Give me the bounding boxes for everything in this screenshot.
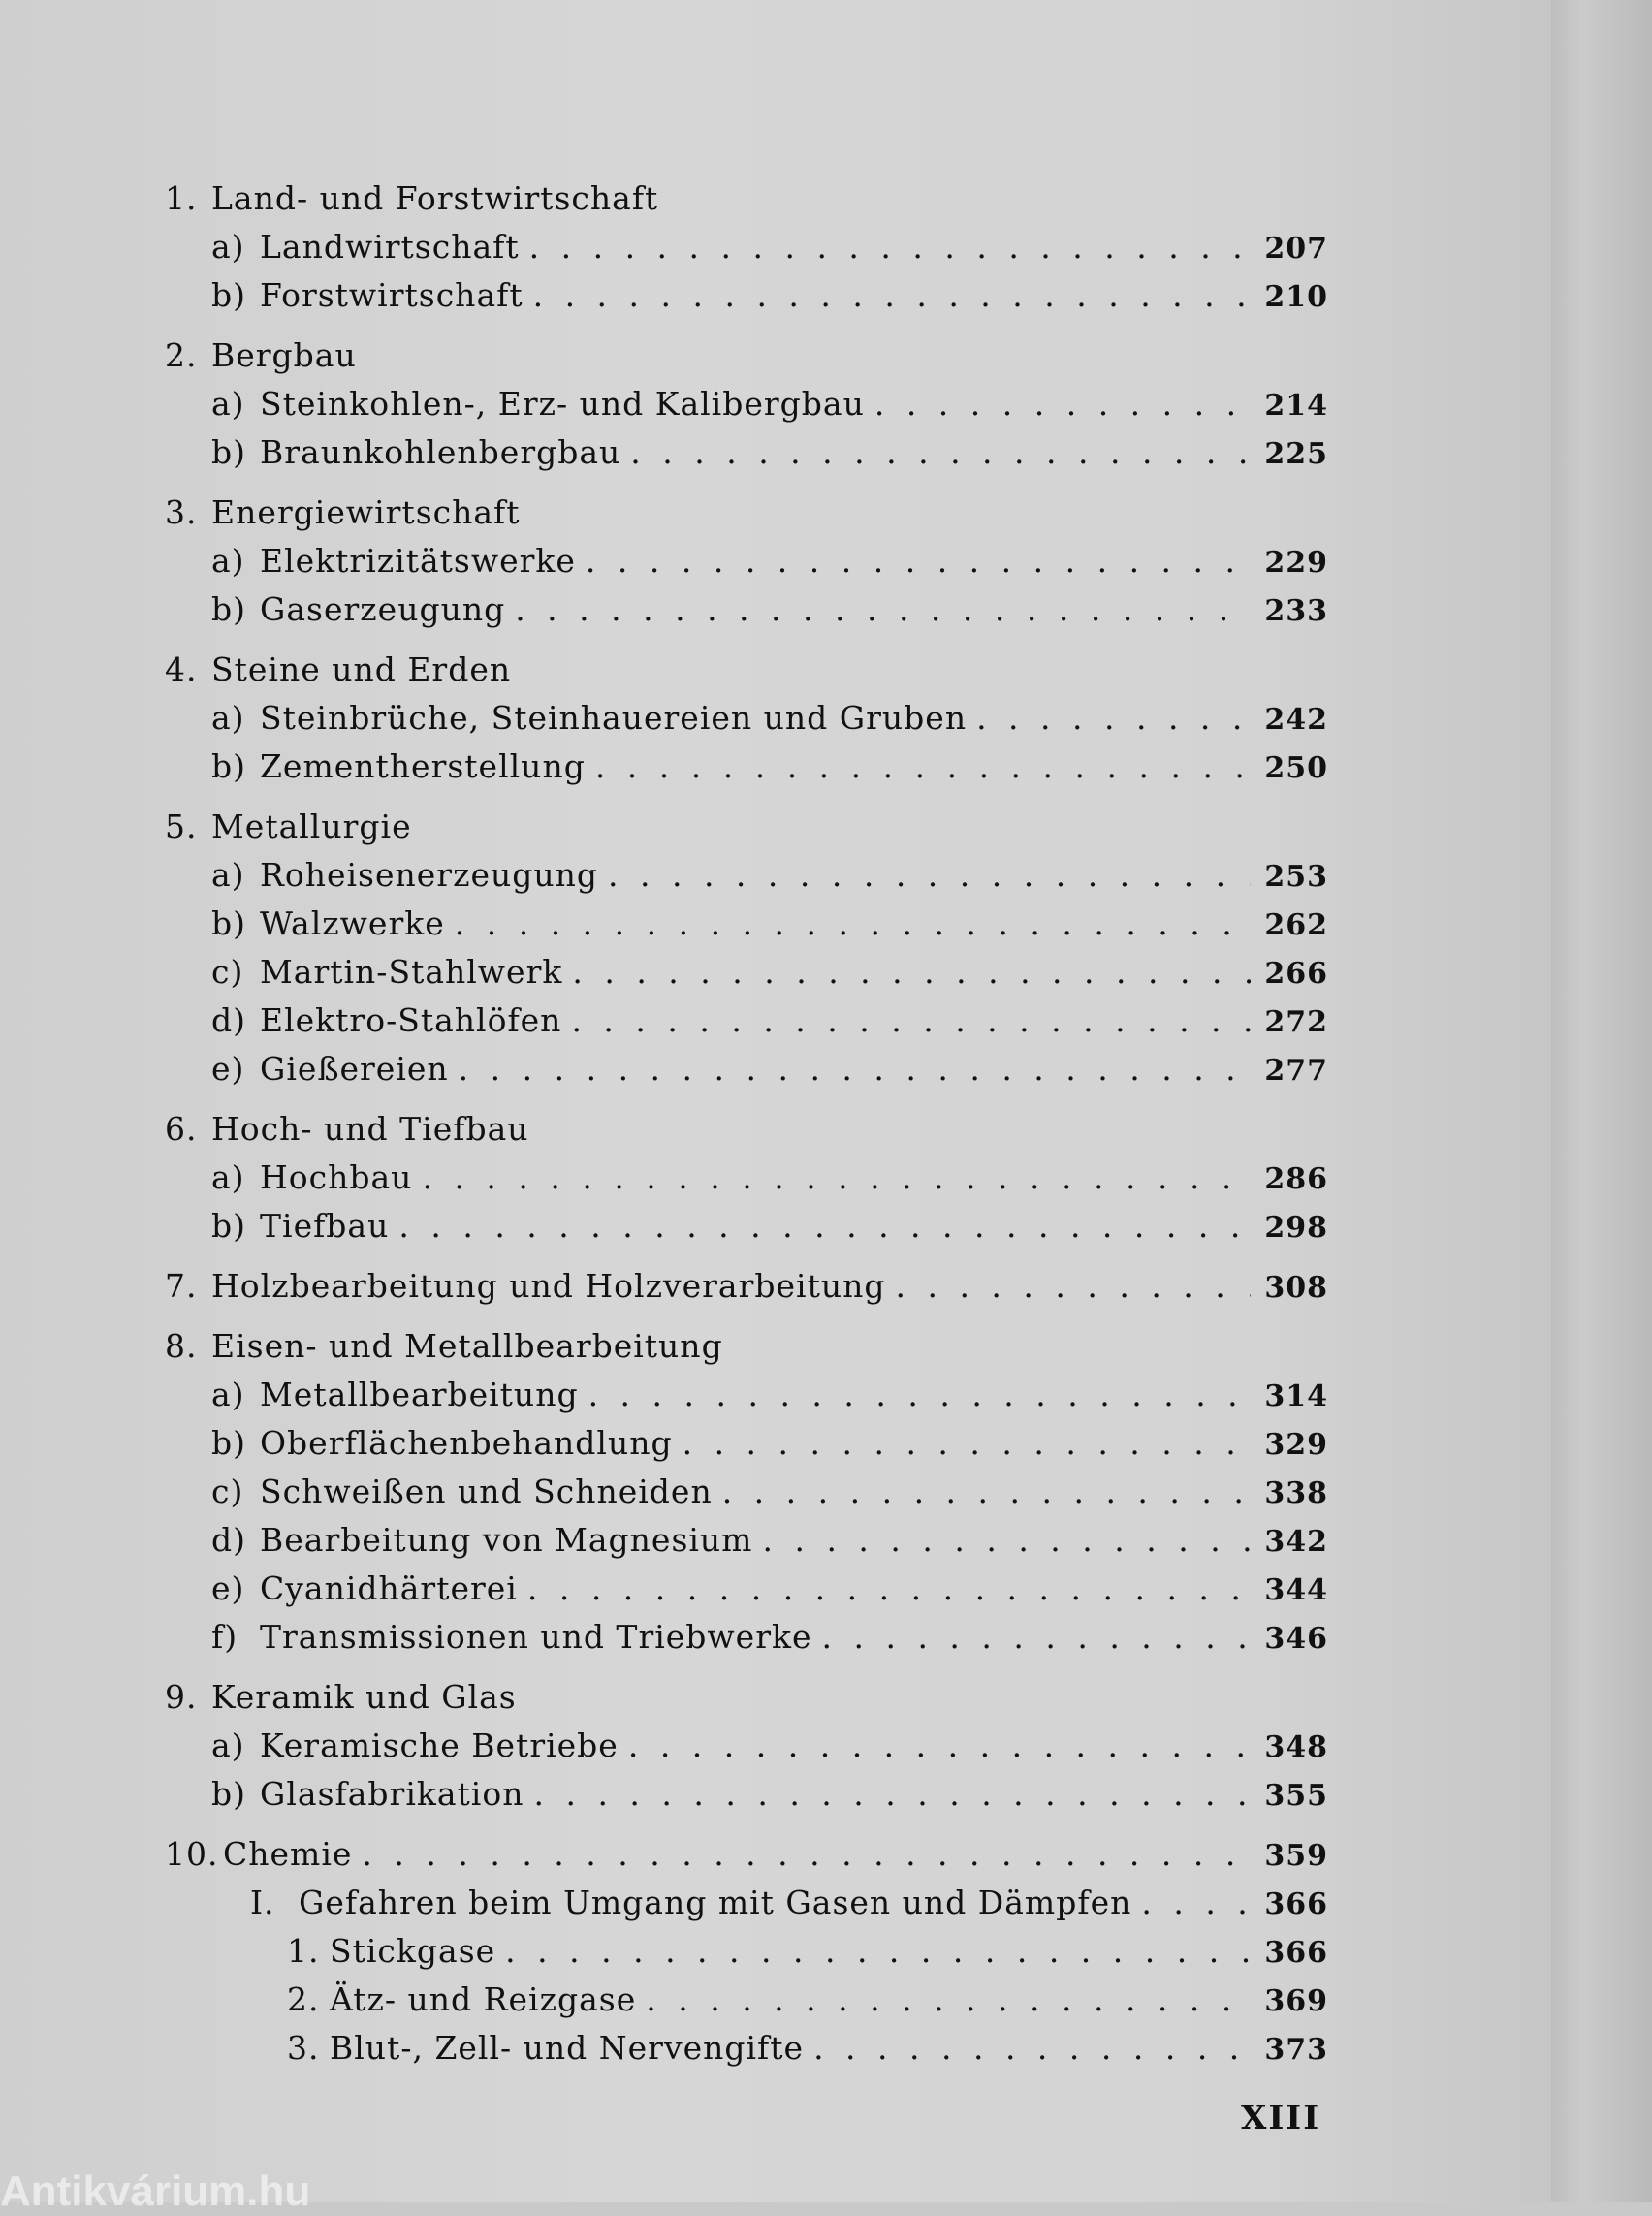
entry-marker: b) — [211, 590, 246, 628]
dot-leader — [646, 1976, 1251, 2024]
entry-title: Oberflächenbehandlung — [260, 1424, 673, 1462]
page-number: 348 — [1264, 1730, 1328, 1764]
dot-leader — [515, 586, 1251, 634]
dot-leader — [533, 1770, 1251, 1819]
dot-leader — [628, 1722, 1251, 1770]
entry-marker: a) — [211, 699, 245, 737]
toc-entry — [165, 428, 1328, 477]
entry-title: Zementherstellung — [260, 747, 586, 785]
toc-entry — [165, 1516, 1328, 1565]
page-number: 344 — [1264, 1573, 1328, 1607]
toc-entry — [165, 586, 1328, 634]
dot-leader — [895, 1262, 1251, 1311]
dot-leader — [822, 1613, 1251, 1662]
page-number: 286 — [1264, 1162, 1328, 1196]
toc-section-heading — [165, 1673, 1328, 1722]
entry-title: Gaserzeugung — [260, 590, 506, 628]
page-number: 214 — [1264, 389, 1328, 423]
page-number: 342 — [1264, 1525, 1328, 1559]
toc-section — [165, 174, 1328, 320]
dot-leader — [571, 997, 1251, 1045]
dot-leader — [874, 380, 1251, 428]
section-title: Metallurgie — [211, 807, 412, 845]
page-folio: XIII — [1241, 2099, 1321, 2137]
entry-marker: d) — [211, 1521, 246, 1559]
toc-entry — [165, 1419, 1328, 1468]
toc-entry — [165, 1371, 1328, 1419]
section-title: Bergbau — [211, 336, 357, 374]
entry-marker: b) — [211, 1775, 246, 1813]
toc-section-heading — [165, 1322, 1328, 1371]
toc-section-heading — [165, 174, 1328, 223]
entry-marker: c) — [211, 1472, 244, 1510]
entry-marker: b) — [211, 1424, 246, 1462]
section-number: 7. — [165, 1267, 198, 1305]
dot-leader — [362, 1830, 1251, 1879]
page-number: 210 — [1264, 280, 1328, 314]
entry-marker: a) — [211, 385, 245, 423]
entry-marker: b) — [211, 1207, 246, 1245]
toc-entry — [165, 948, 1328, 997]
entry-title: Bearbeitung von Magnesium — [260, 1521, 753, 1559]
toc-section — [165, 489, 1328, 634]
page-number: 207 — [1264, 232, 1328, 266]
page-number: 229 — [1264, 546, 1328, 580]
entry-title: Braunkohlenbergbau — [260, 433, 621, 471]
entry-title: Transmissionen und Triebwerke — [260, 1618, 812, 1656]
entry-marker: 2. — [287, 1980, 320, 2018]
toc-entry — [165, 997, 1328, 1045]
entry-marker: 3. — [287, 2029, 320, 2067]
dot-leader — [586, 537, 1251, 586]
toc-entry — [165, 2024, 1328, 2073]
entry-title: Glasfabrikation — [260, 1775, 524, 1813]
entry-title: Landwirtschaft — [260, 228, 520, 266]
section-title: Energiewirtschaft — [211, 493, 521, 531]
toc-entry — [165, 271, 1328, 320]
toc-section-heading — [165, 1105, 1328, 1154]
entry-marker: e) — [211, 1050, 245, 1088]
dot-leader — [630, 428, 1251, 477]
entry-title: Walzwerke — [260, 904, 445, 942]
toc-section-heading — [165, 803, 1328, 851]
toc-entry — [165, 1722, 1328, 1770]
entry-title: Steinbrüche, Steinhauereien und Gruben — [260, 699, 968, 737]
section-title: Keramik und Glas — [211, 1678, 517, 1716]
entry-title: Steinkohlen-, Erz- und Kalibergbau — [260, 385, 865, 423]
page-number: 298 — [1264, 1211, 1328, 1245]
toc-entry — [165, 380, 1328, 428]
toc-entry — [165, 1045, 1328, 1093]
toc-section — [165, 646, 1328, 791]
section-title: Eisen- und Metallbearbeitung — [211, 1327, 723, 1365]
entry-marker: a) — [211, 1158, 245, 1196]
dot-leader — [683, 1419, 1251, 1468]
page-number: 366 — [1264, 1887, 1328, 1921]
section-title: Hoch- und Tiefbau — [211, 1110, 529, 1148]
page-number: 266 — [1264, 957, 1328, 991]
section-number: 2. — [165, 336, 198, 374]
toc-section-heading — [165, 1262, 1328, 1311]
toc-section — [165, 1105, 1328, 1250]
page-number: 355 — [1264, 1779, 1328, 1813]
page-number: 366 — [1264, 1936, 1328, 1970]
dot-leader — [608, 851, 1251, 900]
section-title: Holzbearbeitung und Holzverarbeitung — [211, 1267, 886, 1305]
page-edge — [1551, 0, 1652, 2202]
section-number: 5. — [165, 807, 198, 845]
page-number: 277 — [1264, 1054, 1328, 1088]
toc-entry — [165, 851, 1328, 900]
section-title: Steine und Erden — [211, 650, 512, 688]
entry-marker: b) — [211, 433, 246, 471]
entry-marker: a) — [211, 542, 245, 580]
toc-section-heading — [165, 1830, 1328, 1879]
page-number: 346 — [1264, 1622, 1328, 1656]
entry-title: Cyanidhärterei — [260, 1569, 518, 1607]
entry-title: Schweißen und Schneiden — [260, 1472, 713, 1510]
toc-entry — [165, 537, 1328, 586]
toc-section — [165, 1830, 1328, 2073]
page-number: 308 — [1264, 1271, 1328, 1305]
entry-title: Stickgase — [330, 1932, 496, 1970]
entry-marker: a) — [211, 856, 245, 894]
toc-entry — [165, 1154, 1328, 1202]
section-title: Land- und Forstwirtschaft — [211, 179, 659, 217]
entry-marker: b) — [211, 276, 246, 314]
toc-entry — [165, 1565, 1328, 1613]
entry-marker: d) — [211, 1001, 246, 1039]
dot-leader — [722, 1468, 1251, 1516]
section-number: 10. — [165, 1835, 219, 1873]
section-number: 3. — [165, 493, 198, 531]
section-number: 4. — [165, 650, 198, 688]
toc-section — [165, 1262, 1328, 1311]
page-number: 272 — [1264, 1005, 1328, 1039]
toc-entry — [165, 900, 1328, 948]
dot-leader — [762, 1516, 1251, 1565]
section-title: Chemie — [223, 1835, 353, 1873]
section-number: 8. — [165, 1327, 198, 1365]
toc-section — [165, 803, 1328, 1093]
toc-entry — [165, 1927, 1328, 1976]
toc-entry — [165, 1879, 1328, 1927]
dot-leader — [527, 1565, 1251, 1613]
toc-entry — [165, 1468, 1328, 1516]
entry-title: Tiefbau — [260, 1207, 390, 1245]
toc-entry — [165, 223, 1328, 271]
page-number: 314 — [1264, 1379, 1328, 1413]
toc-section-heading — [165, 489, 1328, 537]
toc-section — [165, 1673, 1328, 1819]
toc-entry — [165, 1976, 1328, 2024]
dot-leader — [455, 900, 1251, 948]
page-number: 262 — [1264, 908, 1328, 942]
dot-leader — [1141, 1879, 1251, 1927]
toc-entry — [165, 1613, 1328, 1662]
page-number: 359 — [1264, 1839, 1328, 1873]
toc-section — [165, 1322, 1328, 1662]
dot-leader — [572, 948, 1251, 997]
page-number: 225 — [1264, 437, 1328, 471]
toc-entry — [165, 1770, 1328, 1819]
dot-leader — [813, 2024, 1251, 2073]
section-number: 9. — [165, 1678, 198, 1716]
entry-marker: I. — [250, 1884, 275, 1921]
entry-title: Forstwirtschaft — [260, 276, 524, 314]
entry-title: Gießereien — [260, 1050, 449, 1088]
page-number: 250 — [1264, 751, 1328, 785]
entry-marker: c) — [211, 953, 244, 991]
entry-marker: 1. — [287, 1932, 320, 1970]
entry-marker: b) — [211, 747, 246, 785]
entry-title: Gefahren beim Umgang mit Gasen und Dämpfen — [299, 1884, 1132, 1921]
page-number: 369 — [1264, 1984, 1328, 2018]
entry-title: Elektro-Stahlöfen — [260, 1001, 562, 1039]
toc-section-heading — [165, 646, 1328, 694]
dot-leader — [976, 694, 1251, 743]
page-number: 329 — [1264, 1428, 1328, 1462]
toc-entry — [165, 694, 1328, 743]
dot-leader — [505, 1927, 1251, 1976]
dot-leader — [529, 223, 1251, 271]
page-number: 242 — [1264, 703, 1328, 737]
section-number: 6. — [165, 1110, 198, 1148]
toc-section-heading — [165, 332, 1328, 380]
entry-title: Elektrizitätswerke — [260, 542, 576, 580]
toc-section — [165, 332, 1328, 477]
dot-leader — [533, 271, 1251, 320]
entry-title: Keramische Betriebe — [260, 1726, 619, 1764]
entry-title: Blut-, Zell- und Nervengifte — [330, 2029, 805, 2067]
dot-leader — [595, 743, 1251, 791]
entry-marker: e) — [211, 1569, 245, 1607]
table-of-contents — [165, 174, 1328, 2084]
dot-leader — [459, 1045, 1251, 1093]
entry-title: Roheisenerzeugung — [260, 856, 598, 894]
entry-marker: a) — [211, 1376, 245, 1413]
page-number: 338 — [1264, 1476, 1328, 1510]
watermark: Antikvárium.hu — [0, 2168, 311, 2215]
toc-entry — [165, 1202, 1328, 1250]
page-number: 253 — [1264, 860, 1328, 894]
dot-leader — [588, 1371, 1251, 1419]
page-number: 373 — [1264, 2033, 1328, 2067]
entry-title: Martin-Stahlwerk — [260, 953, 563, 991]
dot-leader — [398, 1202, 1251, 1250]
entry-title: Metallbearbeitung — [260, 1376, 579, 1413]
entry-marker: a) — [211, 1726, 245, 1764]
page-number: 233 — [1264, 594, 1328, 628]
entry-marker: b) — [211, 904, 246, 942]
section-number: 1. — [165, 179, 198, 217]
entry-marker: a) — [211, 228, 245, 266]
entry-title: Hochbau — [260, 1158, 413, 1196]
entry-marker: f) — [211, 1618, 238, 1656]
toc-entry — [165, 743, 1328, 791]
entry-title: Ätz- und Reizgase — [330, 1980, 637, 2018]
dot-leader — [422, 1154, 1251, 1202]
